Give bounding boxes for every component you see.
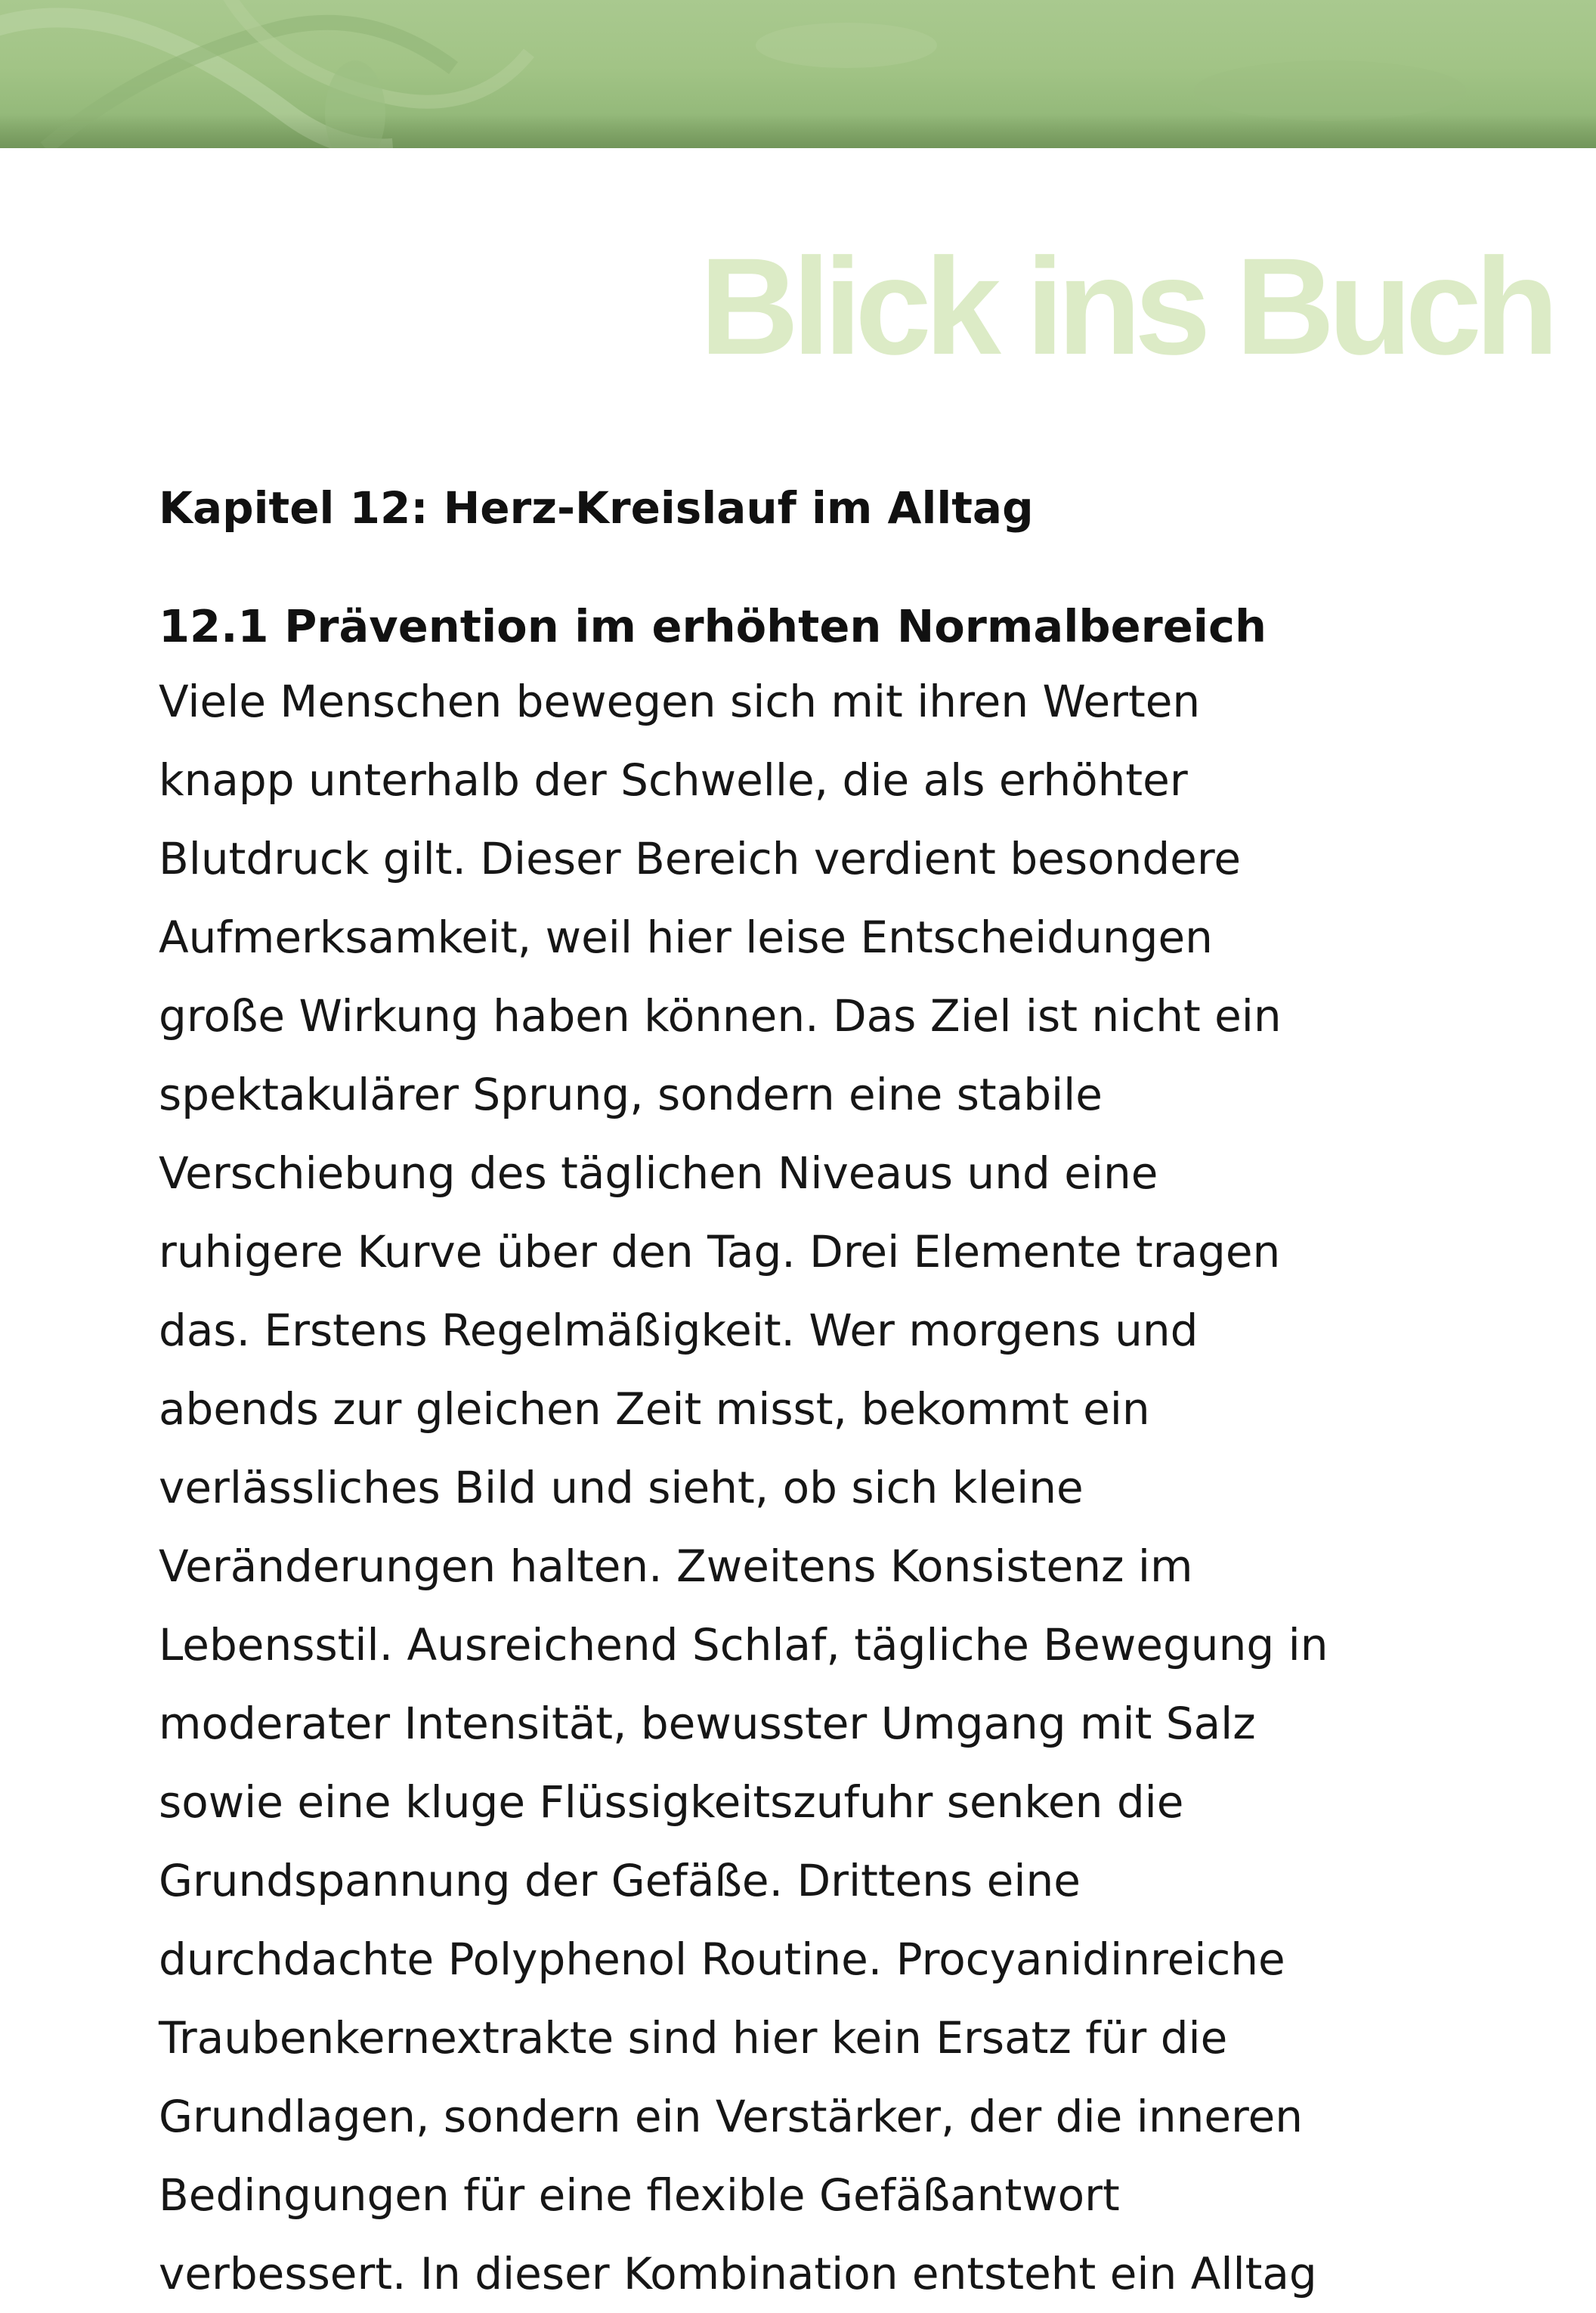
section-title: 12.1 Prävention im erhöhten Normalbereich [159, 600, 1267, 652]
book-excerpt [159, 476, 1489, 2313]
body-line: abends zur gleichen Zeit misst, bekommt ein [159, 1383, 1150, 1435]
body-line: Grundlagen, sondern ein Verstärker, der die inneren [159, 2091, 1304, 2142]
body-line: knapp unterhalb der Schwelle, die als erhöhter [159, 754, 1188, 806]
body-line: Verschiebung des täglichen Niveaus und eine [159, 1147, 1158, 1199]
chapter-title: Kapitel 12: Herz-Kreislauf im Alltag [159, 482, 1034, 534]
body-line: große Wirkung haben können. Das Ziel ist nicht ein [159, 990, 1282, 1042]
body-line: verbessert. In dieser Kombination entsteht ein Alltag [159, 2248, 1317, 2299]
body-line: Bedingungen für eine flexible Gefäßantwort [159, 2169, 1120, 2221]
header-banner [0, 0, 1596, 148]
body-text [159, 662, 1489, 2313]
banner-shadow [0, 113, 1596, 148]
body-line: Viele Menschen bewegen sich mit ihren Werten [159, 676, 1201, 727]
body-line: ruhigere Kurve über den Tag. Drei Elemente tragen [159, 1226, 1281, 1277]
body-line: sowie eine kluge Flüssigkeitszufuhr senken die [159, 1776, 1184, 1828]
page-title: Blick ins Buch [699, 229, 1552, 383]
body-line: das. Erstens Regelmäßigkeit. Wer morgens und [159, 1305, 1199, 1356]
body-line: Traubenkernextrakte sind hier kein Ersatz für die [159, 2012, 1228, 2064]
body-line: spektakulärer Sprung, sondern eine stabile [159, 1069, 1103, 1120]
body-line: Blutdruck gilt. Dieser Bereich verdient besondere [159, 833, 1242, 884]
body-line: Lebensstil. Ausreichend Schlaf, tägliche Bewegung in [159, 1619, 1328, 1670]
body-line: Grundspannung der Gefäße. Drittens eine [159, 1855, 1081, 1906]
body-line: durchdachte Polyphenol Routine. Procyanidinreiche [159, 1934, 1285, 1985]
body-line: moderater Intensität, bewusster Umgang mit Salz [159, 1698, 1256, 1749]
body-line: Veränderungen halten. Zweitens Konsistenz im [159, 1540, 1193, 1592]
body-line: verlässliches Bild und sieht, ob sich kleine [159, 1462, 1084, 1513]
body-line: Aufmerksamkeit, weil hier leise Entscheidungen [159, 912, 1213, 963]
